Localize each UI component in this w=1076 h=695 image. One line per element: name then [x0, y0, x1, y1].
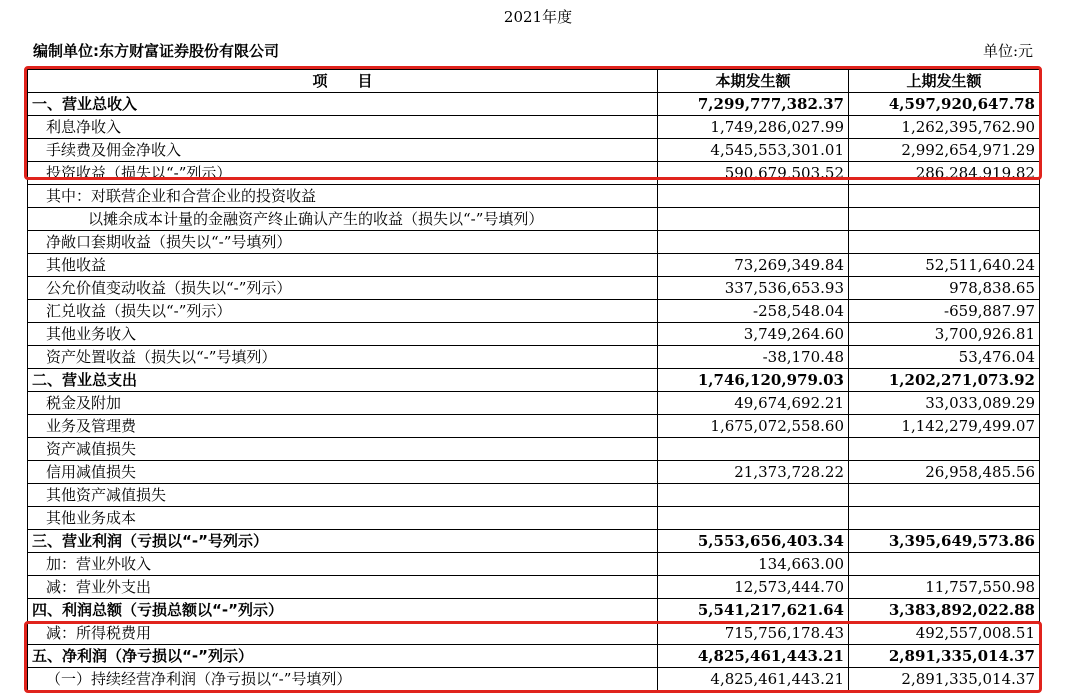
row-label: 信用减值损失 — [28, 461, 658, 484]
row-label: 减：所得税费用 — [28, 622, 658, 645]
prior-period-value: 11,757,550.98 — [849, 576, 1040, 599]
report-period: 2021年度 — [503, 8, 573, 26]
prior-period-value: 1,142,279,499.07 — [849, 415, 1040, 438]
current-period-value — [658, 208, 849, 231]
row-label: 四、利润总额（亏损总额以“-”列示） — [28, 599, 658, 622]
report-header — [33, 40, 1033, 62]
table-row — [28, 484, 1040, 507]
prior-period-value — [849, 553, 1040, 576]
row-label: 资产减值损失 — [28, 438, 658, 461]
current-period-value: -258,548.04 — [658, 300, 849, 323]
row-label: 其他业务成本 — [28, 507, 658, 530]
row-label: 其他收益 — [28, 254, 658, 277]
table-row — [28, 576, 1040, 599]
prior-period-value — [849, 208, 1040, 231]
table-row — [28, 139, 1040, 162]
current-period-value: 1,749,286,027.99 — [658, 116, 849, 139]
row-label: 手续费及佣金净收入 — [28, 139, 658, 162]
table-row — [28, 93, 1040, 116]
current-period-value: 49,674,692.21 — [658, 392, 849, 415]
row-label: 一、营业总收入 — [28, 93, 658, 116]
column-header-prior: 上期发生额 — [849, 70, 1040, 93]
table-row — [28, 254, 1040, 277]
row-label: 业务及管理费 — [28, 415, 658, 438]
row-label: 利息净收入 — [28, 116, 658, 139]
prior-period-value — [849, 484, 1040, 507]
table-row — [28, 231, 1040, 254]
row-label: 公允价值变动收益（损失以“-”列示） — [28, 277, 658, 300]
current-period-value: 715,756,178.43 — [658, 622, 849, 645]
current-period-value: 5,553,656,403.34 — [658, 530, 849, 553]
column-header-current: 本期发生额 — [658, 70, 849, 93]
current-period-value: 337,536,653.93 — [658, 277, 849, 300]
current-period-value: 73,269,349.84 — [658, 254, 849, 277]
current-period-value — [658, 185, 849, 208]
prior-period-value: -659,887.97 — [849, 300, 1040, 323]
table-row — [28, 369, 1040, 392]
table-row — [28, 208, 1040, 231]
current-period-value: 21,373,728.22 — [658, 461, 849, 484]
prior-period-value: 33,033,089.29 — [849, 392, 1040, 415]
table-row — [28, 645, 1040, 668]
prior-period-value: 978,838.65 — [849, 277, 1040, 300]
table-row — [28, 438, 1040, 461]
table-row — [28, 162, 1040, 185]
row-label: 减：营业外支出 — [28, 576, 658, 599]
prior-period-value: 1,262,395,762.90 — [849, 116, 1040, 139]
income-statement-table — [27, 69, 1040, 691]
prior-period-value: 1,202,271,073.92 — [849, 369, 1040, 392]
row-label: （一）持续经营净利润（净亏损以“-”号填列） — [28, 668, 658, 691]
row-label: 净敞口套期收益（损失以“-”号填列） — [28, 231, 658, 254]
table-header-row — [28, 70, 1040, 93]
prior-period-value: 3,383,892,022.88 — [849, 599, 1040, 622]
row-label: 以摊余成本计量的金融资产终止确认产生的收益（损失以“-”号填列） — [28, 208, 658, 231]
prior-period-value — [849, 185, 1040, 208]
table-row — [28, 392, 1040, 415]
currency-unit: 单位:元 — [982, 42, 1033, 60]
table-row — [28, 599, 1040, 622]
current-period-value: 1,675,072,558.60 — [658, 415, 849, 438]
row-label: 汇兑收益（损失以“-”列示） — [28, 300, 658, 323]
table-row — [28, 668, 1040, 691]
table-row — [28, 461, 1040, 484]
table-row — [28, 277, 1040, 300]
table-row — [28, 415, 1040, 438]
current-period-value: 3,749,264.60 — [658, 323, 849, 346]
prior-period-value: 26,958,485.56 — [849, 461, 1040, 484]
current-period-value: 134,663.00 — [658, 553, 849, 576]
prior-period-value: 2,992,654,971.29 — [849, 139, 1040, 162]
prior-period-value — [849, 231, 1040, 254]
prior-period-value: 286,284,919.82 — [849, 162, 1040, 185]
prior-period-value: 3,395,649,573.86 — [849, 530, 1040, 553]
column-header-item: 项 目 — [28, 70, 658, 93]
row-label: 三、营业利润（亏损以“-”号列示） — [28, 530, 658, 553]
table-row — [28, 507, 1040, 530]
current-period-value — [658, 231, 849, 254]
prior-period-value: 2,891,335,014.37 — [849, 645, 1040, 668]
current-period-value: 12,573,444.70 — [658, 576, 849, 599]
row-label: 其他资产减值损失 — [28, 484, 658, 507]
current-period-value: 4,825,461,443.21 — [658, 645, 849, 668]
table-row — [28, 323, 1040, 346]
table-row — [28, 622, 1040, 645]
table-row — [28, 530, 1040, 553]
row-label: 资产处置收益（损失以“-”号填列） — [28, 346, 658, 369]
prior-period-value: 2,891,335,014.37 — [849, 668, 1040, 691]
row-label: 其他业务收入 — [28, 323, 658, 346]
row-label: 税金及附加 — [28, 392, 658, 415]
current-period-value — [658, 484, 849, 507]
current-period-value: 7,299,777,382.37 — [658, 93, 849, 116]
current-period-value: 4,825,461,443.21 — [658, 668, 849, 691]
table-row — [28, 300, 1040, 323]
prior-period-value: 52,511,640.24 — [849, 254, 1040, 277]
current-period-value: 1,746,120,979.03 — [658, 369, 849, 392]
prior-period-value: 492,557,008.51 — [849, 622, 1040, 645]
current-period-value — [658, 507, 849, 530]
company-name: 编制单位:东方财富证券股份有限公司 — [33, 42, 280, 60]
prior-period-value — [849, 438, 1040, 461]
prior-period-value: 53,476.04 — [849, 346, 1040, 369]
table-row — [28, 346, 1040, 369]
row-label: 二、营业总支出 — [28, 369, 658, 392]
prior-period-value — [849, 507, 1040, 530]
row-label: 五、净利润（净亏损以“-”列示） — [28, 645, 658, 668]
table-row — [28, 116, 1040, 139]
current-period-value: 590,679,503.52 — [658, 162, 849, 185]
row-label: 投资收益（损失以“-”列示） — [28, 162, 658, 185]
row-label: 其中：对联营企业和合营企业的投资收益 — [28, 185, 658, 208]
table-row — [28, 185, 1040, 208]
current-period-value — [658, 438, 849, 461]
current-period-value: -38,170.48 — [658, 346, 849, 369]
current-period-value: 4,545,553,301.01 — [658, 139, 849, 162]
row-label: 加：营业外收入 — [28, 553, 658, 576]
prior-period-value: 3,700,926.81 — [849, 323, 1040, 346]
current-period-value: 5,541,217,621.64 — [658, 599, 849, 622]
table-row — [28, 553, 1040, 576]
prior-period-value: 4,597,920,647.78 — [849, 93, 1040, 116]
